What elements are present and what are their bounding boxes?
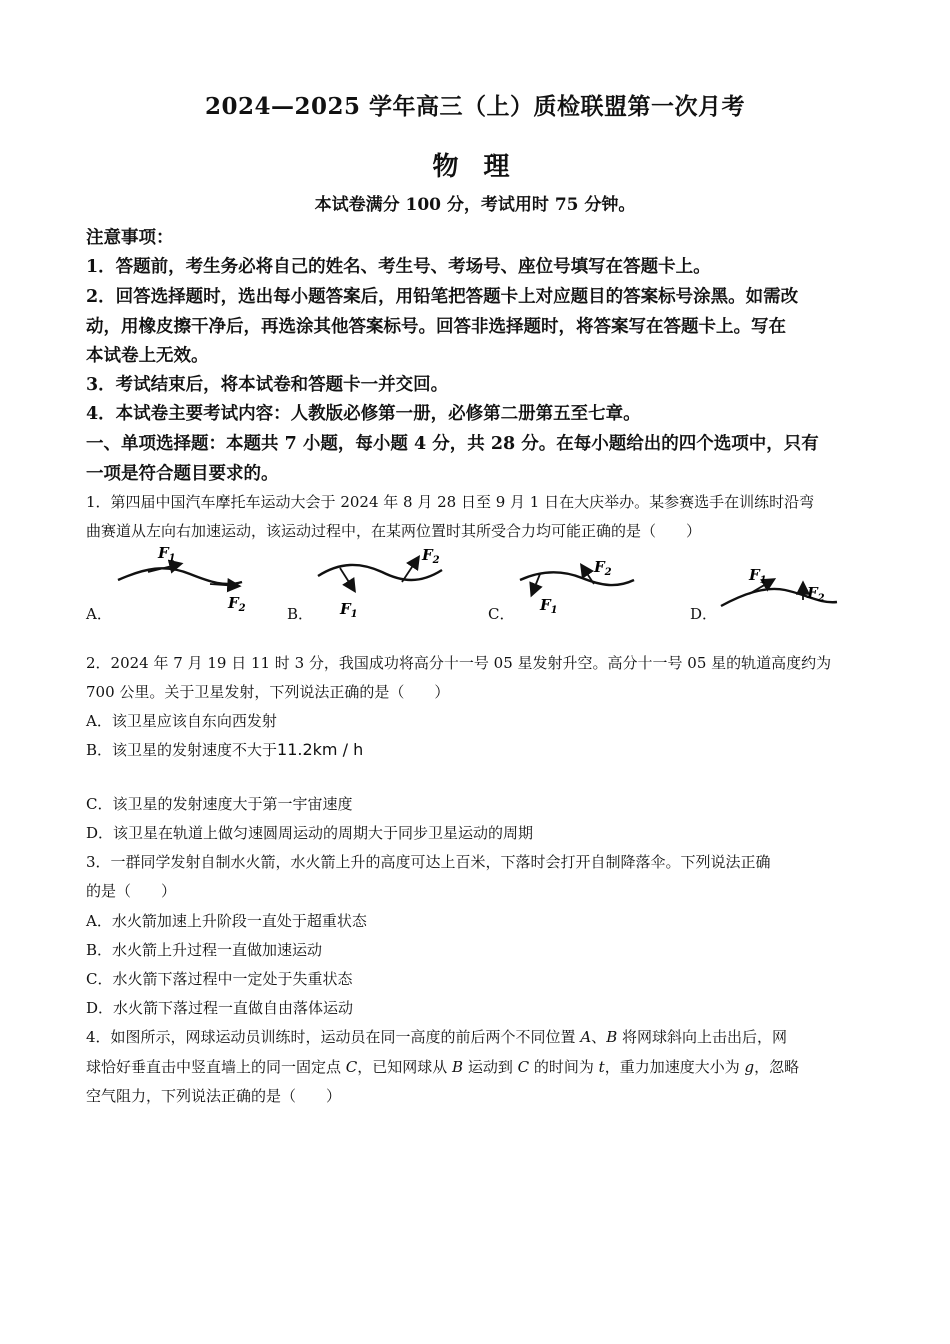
- section-heading: 一、单项选择题：本题共 7 小题，每小题 4 分，共 28 分。在每小题给出的四个选项中，只有: [86, 434, 819, 454]
- q3-option-c: C．水火箭下落过程中一定处于失重状态: [86, 970, 353, 988]
- q1-option-d-label: D．: [690, 605, 718, 623]
- q1-figure-c: [512, 542, 662, 622]
- track-curve: [318, 565, 442, 580]
- q2-option-b-value: 11.2km / h: [277, 740, 364, 759]
- svg-text:F2: $F_2$: [594, 558, 612, 578]
- q2-stem-cont: 700 公里。关于卫星发射，下列说法正确的是（ ）: [86, 683, 450, 701]
- q2-stem: 2．2024 年 7 月 19 日 11 时 3 分，我国成功将高分十一号 05 星发射升空。高分十一号 05 星的轨道高度约为: [86, 654, 832, 672]
- exam-title: 2024—2025 学年高三（上）质检联盟第一次月考: [204, 93, 746, 120]
- q2-option-d: D．该卫星在轨道上做匀速圆周运动的周期大于同步卫星运动的周期: [86, 824, 534, 842]
- q1-figure-b: [310, 542, 460, 622]
- svg-text:F2: $F_2$: [422, 546, 440, 566]
- q3-option-a: A．水火箭加速上升阶段一直处于超重状态: [86, 912, 367, 930]
- svg-text:F1: $F_1$: [158, 544, 176, 564]
- q1-option-a-label: A．: [86, 605, 112, 623]
- svg-text:F1: $F_1$: [749, 566, 767, 586]
- notice-item: 3．考试结束后，将本试卷和答题卡一并交回。: [86, 375, 449, 395]
- subject-title: 物 理: [432, 152, 518, 182]
- notice-item: 4．本试卷主要考试内容：人教版必修第一册，必修第二册第五至七章。: [86, 404, 641, 424]
- q3-option-d: D．水火箭下落过程一直做自由落体运动: [86, 999, 354, 1017]
- q4-stem-cont2: 空气阻力，下列说法正确的是（ ）: [86, 1087, 342, 1105]
- q3-stem: 3．一群同学发射自制水火箭，水火箭上升的高度可达上百米，下落时会打开自制降落伞。下列说法正确: [86, 853, 771, 871]
- q2-option-a: A．该卫星应该自东向西发射: [86, 712, 277, 730]
- q3-option-b: B．水火箭上升过程一直做加速运动: [86, 941, 323, 959]
- q1-option-b-label: B．: [287, 605, 314, 623]
- notice-item: 1．答题前，考生务必将自己的姓名、考生号、考场号、座位号填写在答题卡上。: [86, 257, 711, 277]
- q3-stem-cont: 的是（ ）: [86, 882, 177, 900]
- q1-figure-d: [715, 542, 865, 622]
- q2-option-c: C．该卫星的发射速度大于第一宇宙速度: [86, 795, 353, 813]
- force-arrow: [532, 574, 540, 594]
- force-arrow: [402, 558, 418, 582]
- q1-figure-a: [110, 542, 260, 622]
- svg-text:F1: $F_1$: [340, 600, 358, 620]
- exam-info: 本试卷满分 100 分，考试用时 75 分钟。: [314, 195, 636, 215]
- section-heading-cont: 一项是符合题目要求的。: [86, 464, 279, 484]
- q4-stem-cont: 球恰好垂直击中竖直墙上的同一固定点 C，已知网球从 B 运动到 C 的时间为 t，重力加速度大小为 g，忽略: [86, 1058, 800, 1076]
- notice-item: 2．回答选择题时，选出每小题答案后，用铅笔把答题卡上对应题目的答案标号涂黑。如需改: [86, 287, 799, 307]
- svg-text:F1: $F_1$: [540, 596, 558, 616]
- q1-option-c-label: C．: [488, 605, 515, 623]
- track-curve: [118, 568, 242, 584]
- svg-text:F2: $F_2$: [807, 584, 825, 604]
- q4-stem: 4．如图所示，网球运动员训练时，运动员在同一高度的前后两个不同位置 A、B 将网球斜向上击出后，网: [86, 1028, 787, 1046]
- notice-heading: 注意事项：: [86, 228, 174, 248]
- notice-item: 本试卷上无效。: [86, 346, 209, 366]
- svg-text:F2: $F_2$: [228, 594, 246, 614]
- q2-option-b: B．该卫星的发射速度不大于11.2km / h: [86, 740, 364, 759]
- q1-stem-cont: 曲赛道从左向右加速运动，该运动过程中，在某两位置时其所受合力均可能正确的是（ ）: [86, 522, 702, 540]
- notice-item: 动，用橡皮擦干净后，再选涂其他答案标号。回答非选择题时，将答案写在答题卡上。写在: [86, 317, 786, 337]
- q1-stem: 1．第四届中国汽车摩托车运动大会于 2024 年 8 月 28 日至 9 月 1 日在大庆举办。某参赛选手在训练时沿弯: [86, 493, 815, 511]
- force-arrow: [340, 568, 354, 590]
